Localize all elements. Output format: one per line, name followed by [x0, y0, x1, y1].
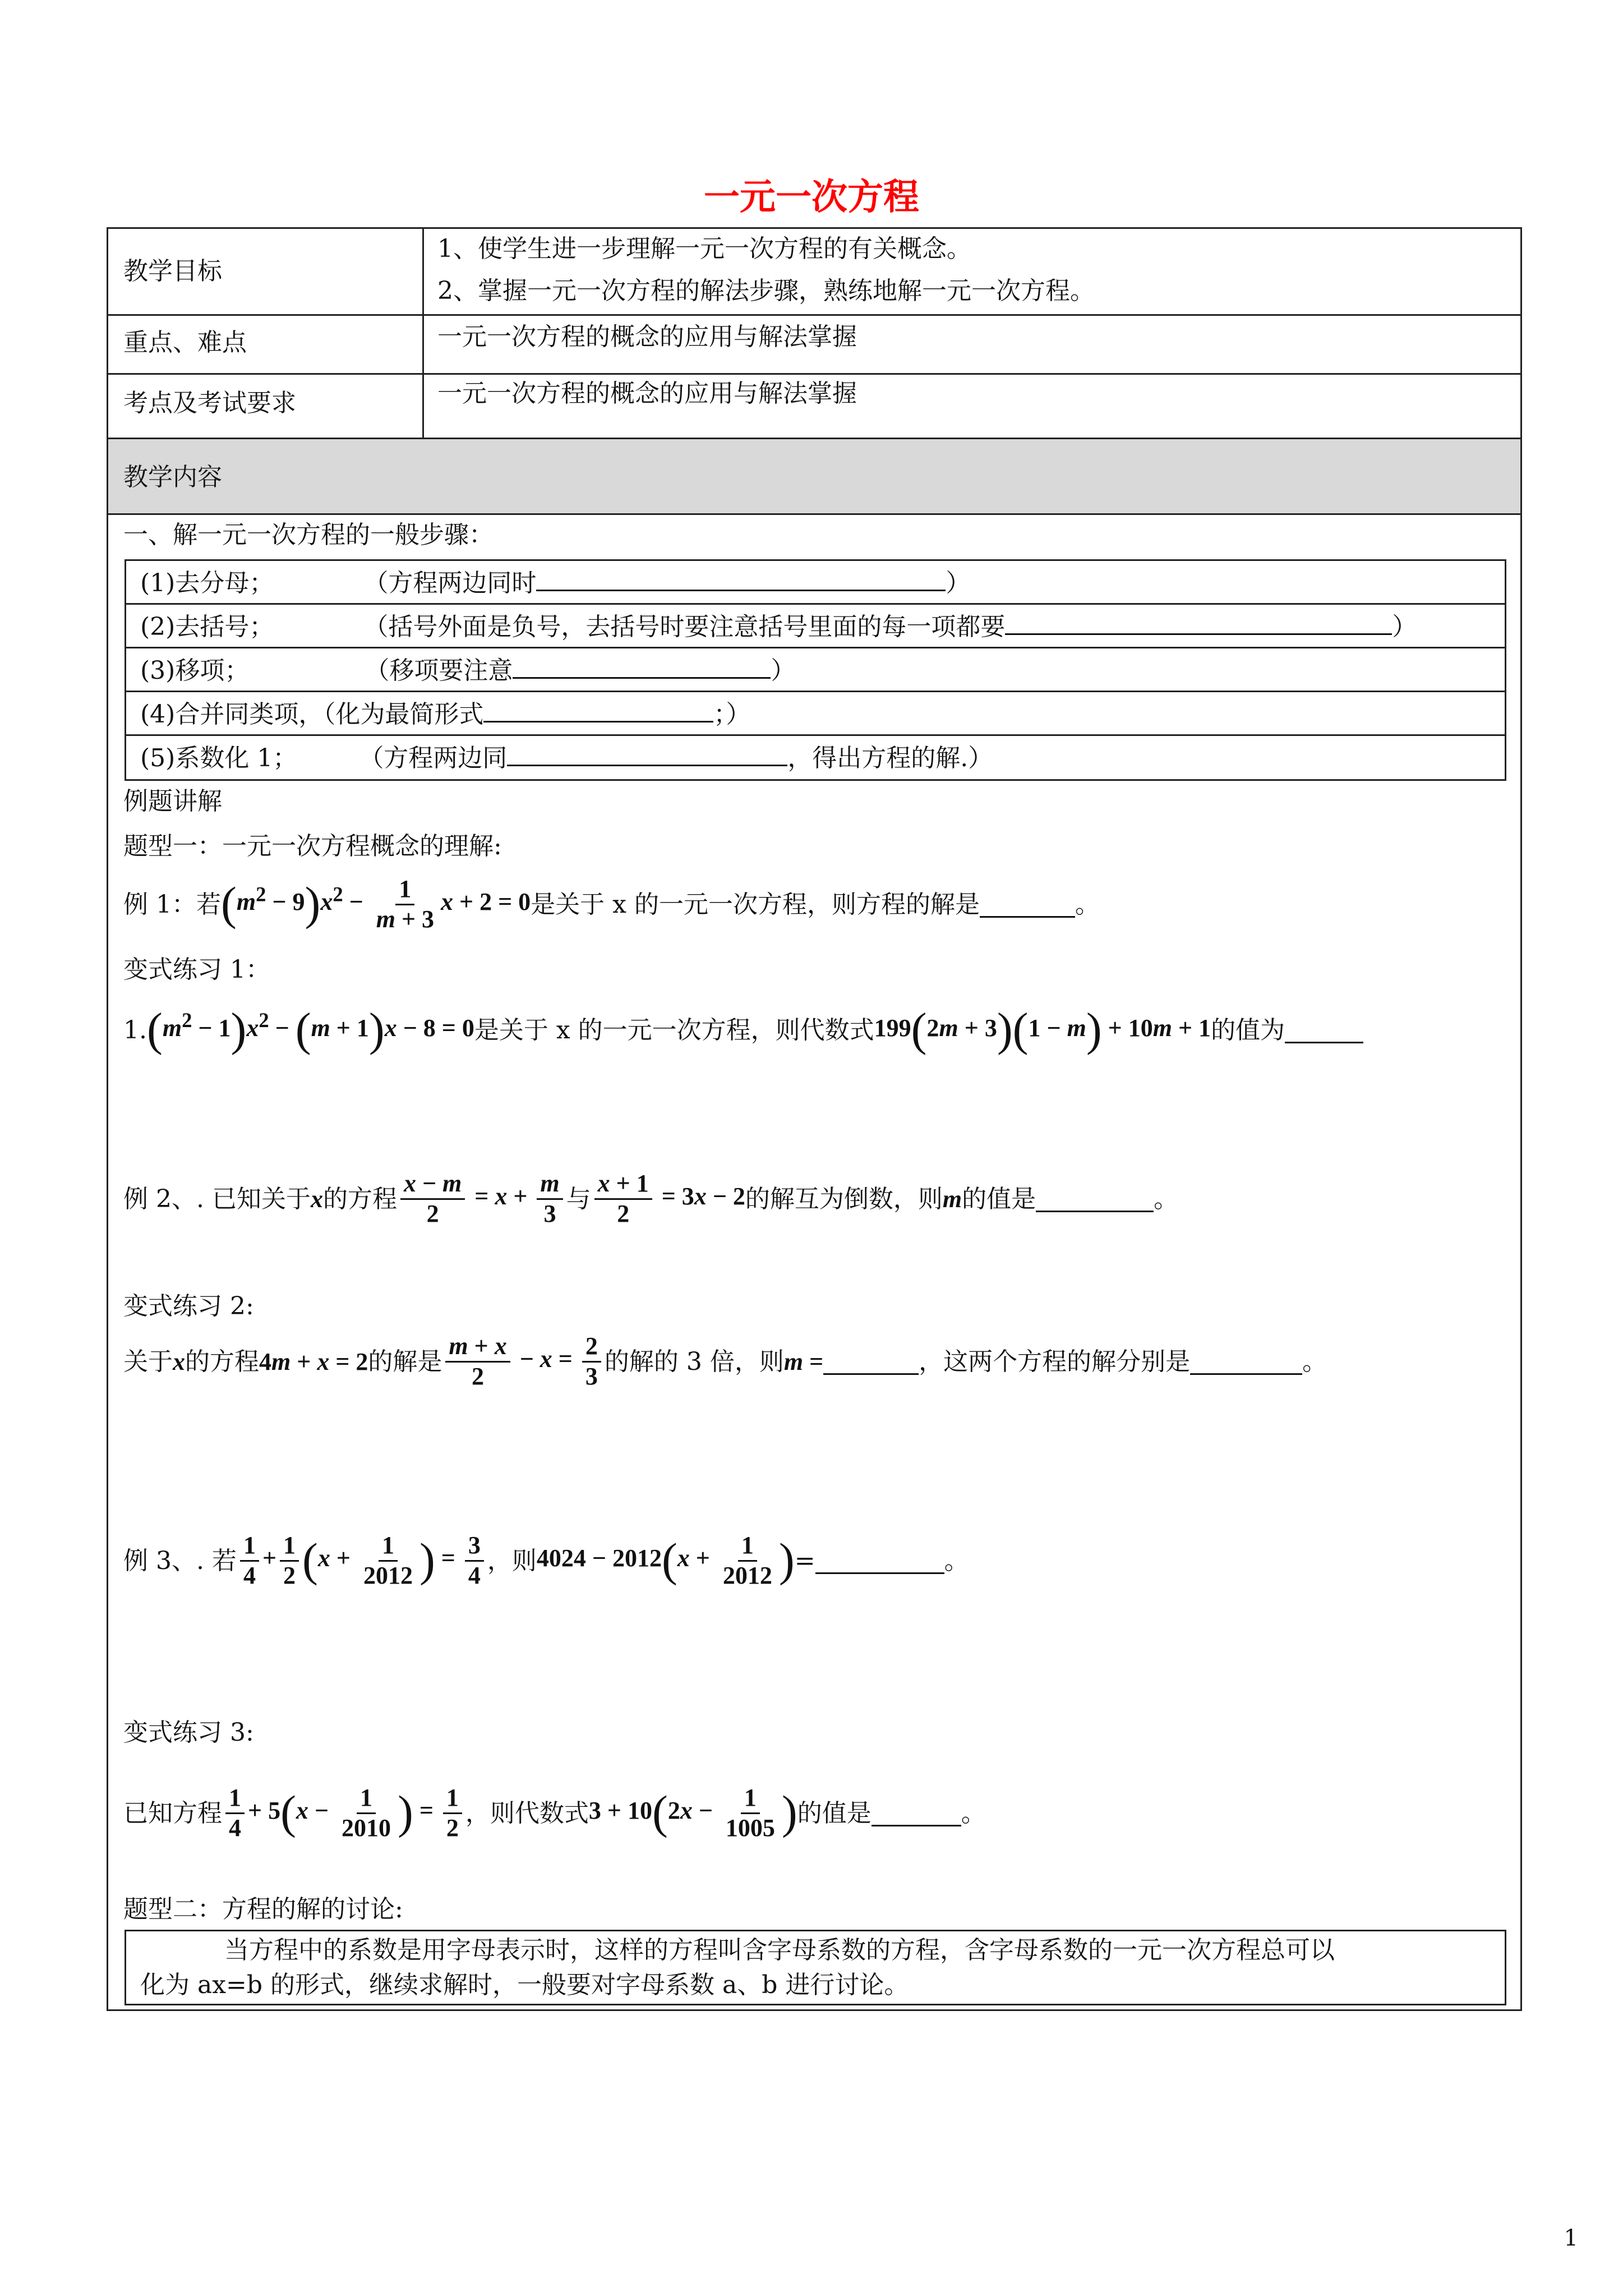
step-1-pre: （方程两边同时 — [363, 569, 537, 597]
variant-1-prefix: 1. — [123, 1016, 147, 1045]
key-points-text: 一元一次方程的概念的应用与解法掌握 — [437, 323, 857, 351]
variant-1-end: 的值为 — [1211, 1016, 1285, 1045]
examples-heading: 例题讲解 — [123, 787, 222, 816]
step-4-pre: （化为最简形式 — [323, 700, 484, 729]
variant-1-expression: 199(2m + 3)(1 − m) + 10m + 1 — [874, 1004, 1211, 1056]
variant-2-text-c: 的解的 3 倍，则 — [604, 1347, 784, 1376]
example-3-equals: = — [794, 1546, 815, 1575]
example-1-equation: $(m^2 - 9)x^2$ − $\frac{1}{m + 3}$ x + 2 = 0 — [220, 875, 531, 933]
variant-1-equation: $(m^2 - 1)x^2 - (m + 1)x - 8 = 0$ — [146, 1004, 474, 1056]
variant-2-text-d: ，这两个方程的解分别是 — [919, 1347, 1191, 1376]
variant-2-equation-2: $\frac{m + x}{2}$ − x = $\frac{2}{3}$ — [442, 1332, 604, 1391]
section1-title: 一、解一元一次方程的一般步骤： — [123, 521, 494, 549]
step-1 — [140, 565, 970, 599]
variant-2-end: 。 — [1302, 1347, 1327, 1376]
variant-1-blank[interactable] — [1285, 1017, 1363, 1043]
example-3-end: 。 — [944, 1546, 969, 1575]
variant-3-blank[interactable] — [872, 1800, 961, 1826]
content-header: 教学内容 — [123, 463, 222, 491]
example-3-expression: 4024 − 2012(x + $\frac{1}{2012}$ ) — [536, 1531, 795, 1589]
variant-2-equation-1: 4m + x = 2 — [259, 1347, 368, 1375]
example-2-var-x: x — [310, 1185, 323, 1213]
step-4-blank[interactable] — [483, 696, 713, 723]
example-2-blank[interactable] — [1036, 1186, 1154, 1212]
variant-1-text: 是关于 x 的一元一次方程，则代数式 — [474, 1016, 874, 1045]
step-3-post: ） — [771, 656, 796, 685]
example-2-text-c: 的解互为倒数，则 — [745, 1184, 943, 1213]
type2-heading: 题型二：方程的解的讨论: — [123, 1895, 403, 1924]
step-2-pre: （括号外面是负号，去括号时要注意括号里面的每一项都要 — [363, 613, 1006, 641]
step-4-name: (4)合并同类项， — [140, 700, 324, 729]
label-exam-requirements: 考点及考试要求 — [123, 389, 296, 417]
variant-2-var-m: m = — [783, 1347, 824, 1375]
variant-1 — [123, 1004, 1363, 1056]
example-2-text-b: 与 — [566, 1184, 591, 1213]
example-2 — [123, 1170, 1178, 1228]
step-1-blank[interactable] — [536, 565, 946, 591]
variant-3-heading: 变式练习 3: — [123, 1718, 254, 1747]
example-3 — [123, 1531, 969, 1590]
variant-3-equation: $\frac{1}{4}$ + 5(x − $\frac{1}{2010}$ ) = $\frac{1}{2}$ — [222, 1784, 465, 1842]
variant-3-expression: 3 + 10(2x − $\frac{1}{1005}$ ) — [588, 1784, 797, 1842]
example-2-var-m: m — [942, 1185, 962, 1213]
example-3-blank[interactable] — [815, 1548, 944, 1574]
step-1-post: ） — [946, 569, 971, 597]
variant-3-end: 。 — [961, 1798, 986, 1828]
example-2-text-d: 的值是 — [962, 1184, 1036, 1213]
variant-2-prefix: 关于 — [123, 1347, 173, 1376]
step-2-blank[interactable] — [1005, 609, 1392, 635]
example-1-blank[interactable] — [980, 891, 1075, 918]
variant-2-text-b: 的解是 — [368, 1347, 442, 1376]
step-5-post: ，得出方程的解.） — [787, 744, 993, 772]
example-2-text-a: 的方程 — [322, 1184, 397, 1213]
type2-note-line-2: 化为 ax=b 的形式，继续求解时，一般要对字母系数 a、b 进行讨论。 — [140, 1971, 909, 1999]
variant-2 — [123, 1332, 1327, 1391]
variant-3-prefix: 已知方程 — [123, 1798, 222, 1828]
step-4-post: ；） — [713, 700, 751, 729]
example-2-prefix: 例 2、. 已知关于 — [123, 1184, 311, 1213]
page-title: 一元一次方程 — [704, 177, 919, 218]
example-3-text: ，则 — [487, 1546, 537, 1575]
step-3 — [140, 652, 795, 687]
variant-3-text-a: ，则代数式 — [465, 1798, 589, 1828]
step-1-name: (1)去分母； — [140, 569, 274, 597]
step-4 — [140, 696, 750, 730]
content-header-bg — [108, 439, 1520, 513]
variant-3-text-b: 的值是 — [797, 1798, 872, 1828]
variant-2-blank-1[interactable] — [823, 1349, 919, 1375]
step-2-post: ） — [1392, 613, 1417, 641]
step-5-blank[interactable] — [507, 740, 787, 766]
step-2 — [140, 609, 1417, 643]
example-2-equation-1: $\frac{x - m}{2}$ = x + $\frac{m}{3}$ — [397, 1170, 566, 1228]
step-3-blank[interactable] — [513, 652, 771, 679]
label-objectives: 教学目标 — [123, 257, 222, 286]
step-5-name: (5)系数化 1； — [140, 744, 298, 772]
step-5 — [140, 740, 993, 774]
example-1 — [123, 875, 1100, 933]
exam-requirements-text: 一元一次方程的概念的应用与解法掌握 — [437, 379, 857, 408]
step-3-pre: （移项要注意 — [365, 656, 513, 685]
type1-heading: 题型一：一元一次方程概念的理解: — [123, 832, 502, 861]
variant-2-var-x: x — [173, 1347, 185, 1375]
objective-line-2: 2、掌握一元一次方程的解法步骤，熟练地解一元一次方程。 — [437, 277, 1095, 305]
page-number: 1 — [1564, 2225, 1578, 2251]
example-1-end: 。 — [1075, 890, 1100, 919]
variant-2-heading: 变式练习 2: — [123, 1292, 254, 1320]
label-key-points: 重点、难点 — [123, 328, 247, 357]
objective-line-1: 1、使学生进一步理解一元一次方程的有关概念。 — [437, 234, 971, 263]
variant-3 — [123, 1784, 986, 1842]
example-2-equation-2: $\frac{x + 1}{2}$ = 3x − 2 — [591, 1170, 745, 1228]
example-3-equation: $\frac{1}{4}$ + $\frac{1}{2}$ (x + $\frac{1}{2012}$ ) = $\frac{3}{4}$ — [237, 1531, 487, 1590]
step-2-name: (2)去括号； — [140, 613, 274, 641]
example-2-end: 。 — [1154, 1184, 1179, 1213]
variant-2-blank-2[interactable] — [1190, 1349, 1302, 1375]
example-3-prefix: 例 3、. 若 — [123, 1546, 237, 1575]
step-3-name: (3)移项； — [140, 656, 250, 685]
step-5-pre: （方程两边同 — [359, 744, 508, 772]
variant-2-text-a: 的方程 — [185, 1347, 259, 1376]
example-1-text: 是关于 x 的一元一次方程，则方程的解是 — [531, 890, 980, 919]
type2-note-line-1: 当方程中的系数是用字母表示时，这样的方程叫含字母系数的方程，含字母系数的一元一次方程总可以 — [224, 1936, 1335, 1964]
variant-1-heading: 变式练习 1： — [123, 955, 270, 984]
example-1-prefix: 例 1：若 — [123, 890, 221, 919]
